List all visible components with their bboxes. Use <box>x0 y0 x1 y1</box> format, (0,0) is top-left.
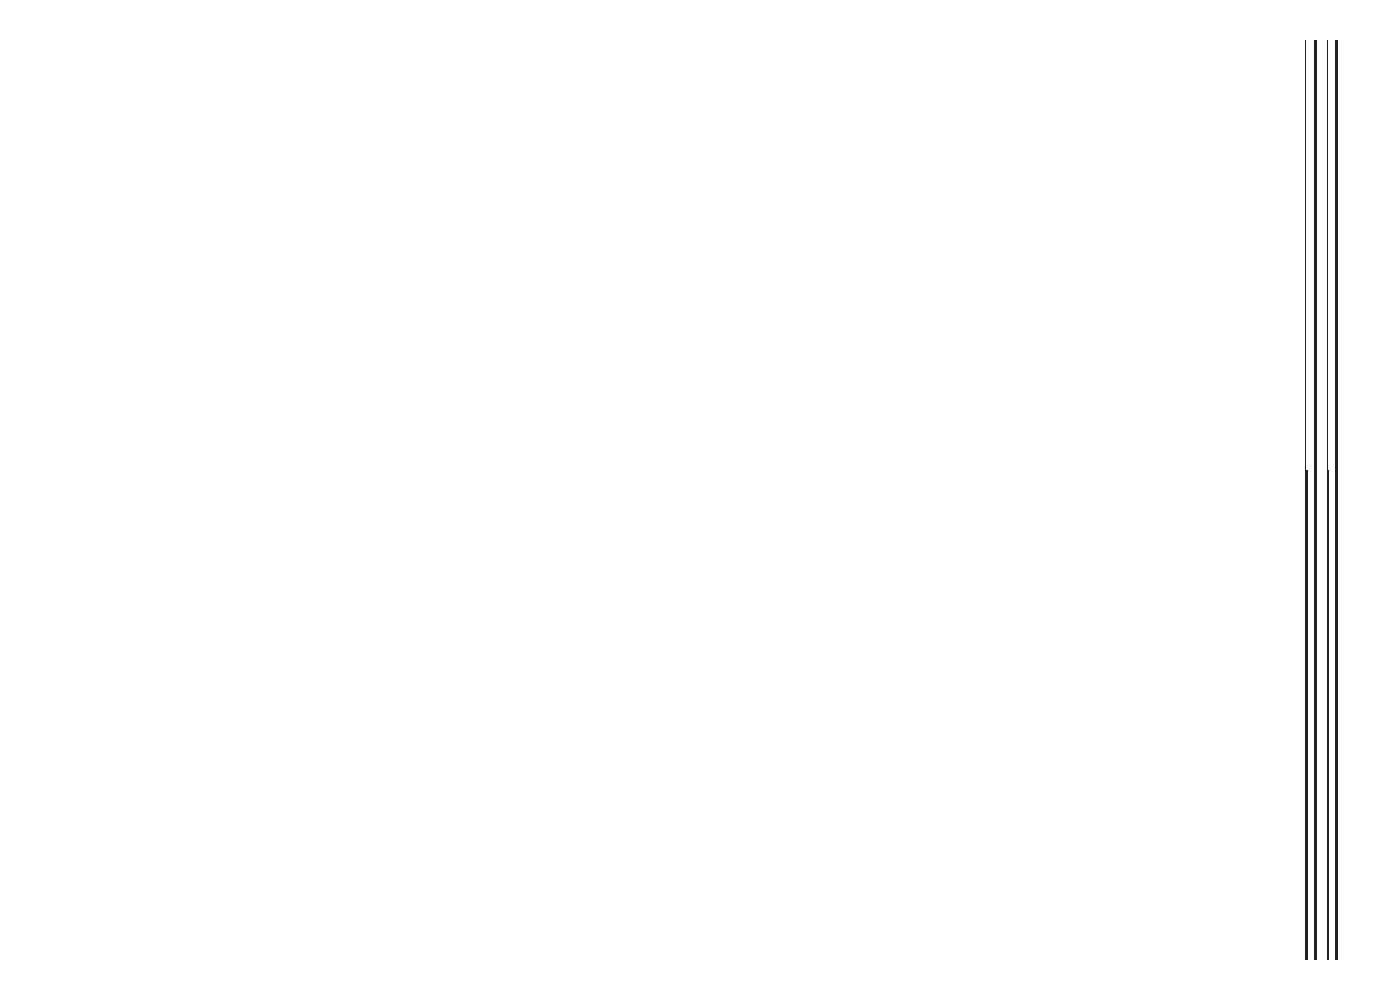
page-header <box>1335 40 1343 960</box>
lower-section-title <box>1310 40 1317 960</box>
lower-table <box>1294 40 1308 960</box>
digitization-credit <box>2 592 16 992</box>
top-table <box>1325 40 1329 960</box>
group-title-I <box>1302 40 1306 960</box>
section-title-geld <box>1325 40 1328 960</box>
rotated-page <box>27 20 1357 980</box>
subsection-d-title <box>1294 40 1296 960</box>
